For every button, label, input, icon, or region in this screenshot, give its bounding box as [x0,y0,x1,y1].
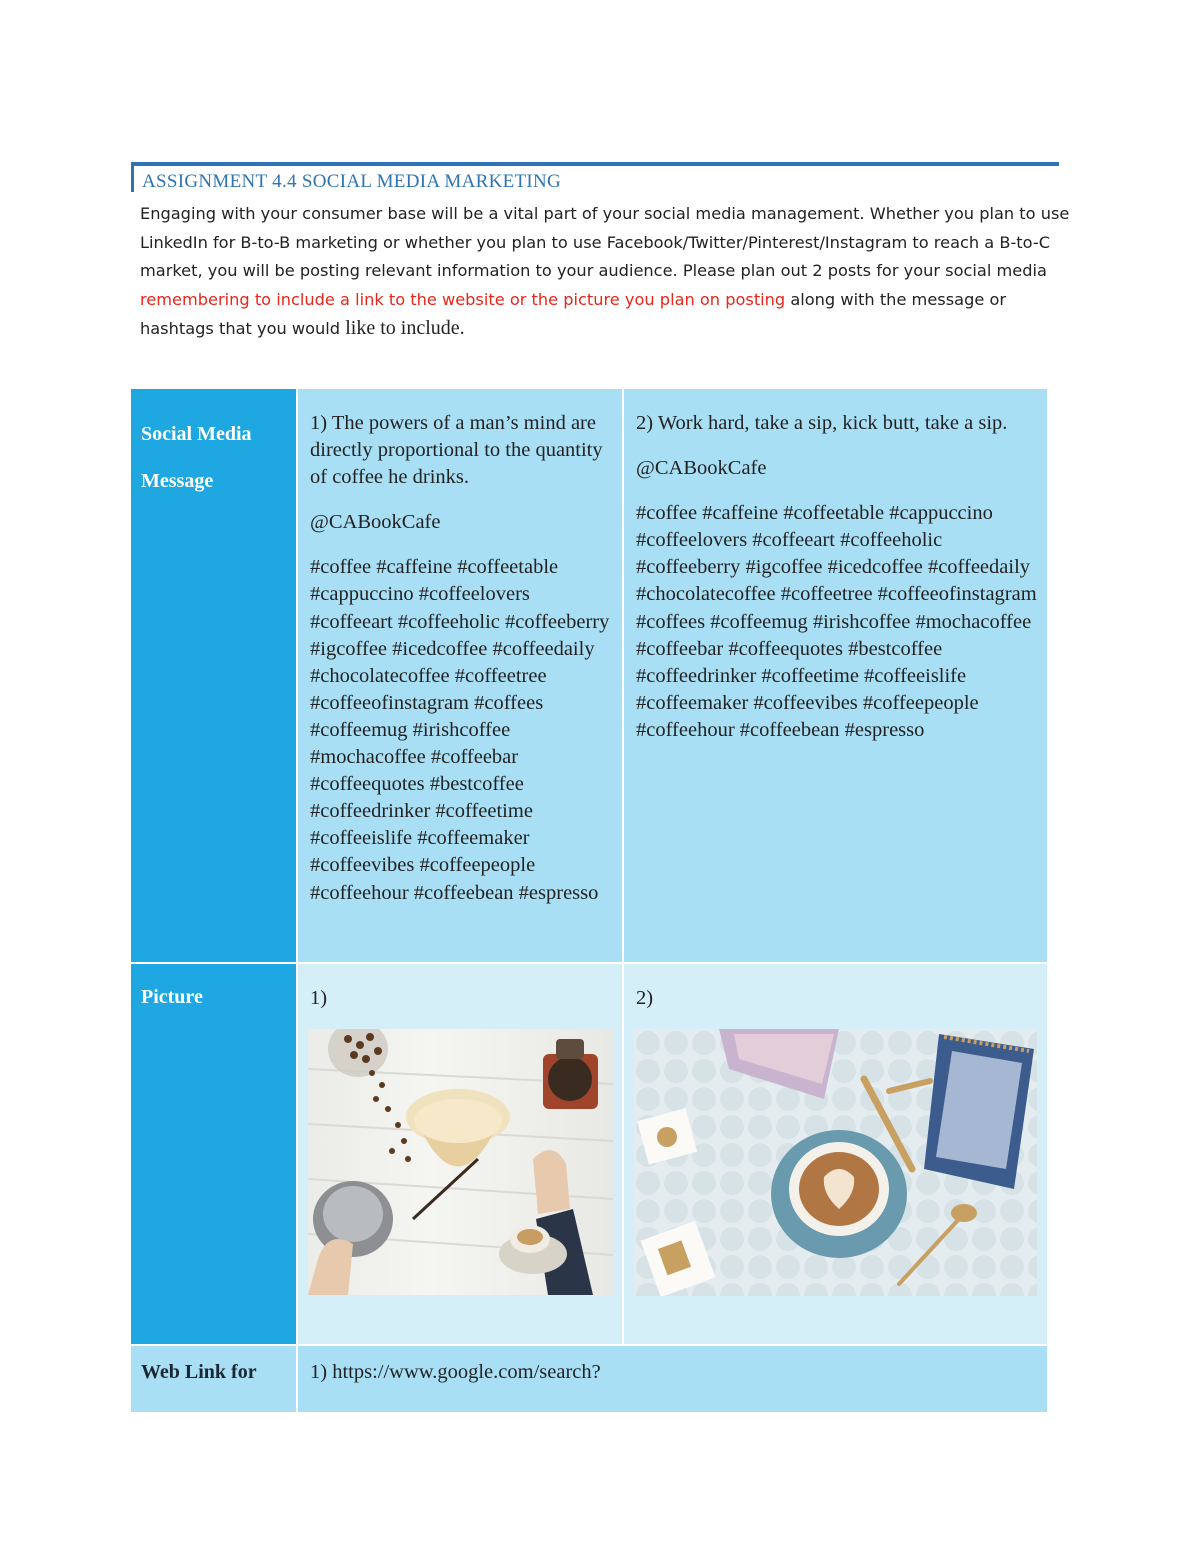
message-label-line2: Message [141,470,214,492]
picture1-number: 1) [310,987,328,1009]
coffee-pourover-photo [308,1029,613,1295]
post2-hashtags: #coffee #caffeine #coffeetable #cappuccino #coffeelovers #coffeeart #coffeeholic #coffeeberry #igcoffee #icedcoffee #coffeedaily #chocolatecoffee #coffeetree #coffeeofinstagram #coffees #coffeemug #irishcoffee #mochacoffee #coffeebar #coffeequotes #bestcoffee #coffeedrinker #coffeetime #coffeeislife #coffeemaker #coffeevibes #coffeepeople #coffeehour #coffeebean #espresso [636,502,1037,741]
heading-rule [131,162,1059,166]
intro-text-continued: along with the message or hashtags that you would [140,289,1007,339]
post2-text: 2) Work hard, take a sip, kick butt, take a sip. [636,412,1008,434]
post2-message-cell [622,389,1047,962]
message-row [131,389,1047,962]
post2-handle: @CABookCafe [636,457,767,480]
weblink-row [131,1344,1047,1412]
assignment-instructions [140,200,1070,344]
coffee-pourover-illustration [308,1029,613,1295]
picture-label-cell [131,964,296,1344]
post1-handle: @CABookCafe [310,511,441,534]
intro-text: Engaging with your consumer base will be a vital part of your social media management. Whether you plan to use LinkedIn for B-to-B marketing or whether you plan to use Facebook/Twitter/Pinterest/Instagram to reach a B-to-C market, you will be posting relevant information to your audience. Please plan out 2 posts for your social media [140,204,1070,281]
post1-text: 1) The powers of a man’s mind are directly proportional to the quantity of coffee he drinks. [310,412,603,489]
weblink-label: Web Link for [131,1346,296,1412]
picture2-number: 2) [636,987,654,1009]
picture-label: Picture [141,986,203,1008]
message-label-line1: Social Media [141,423,252,445]
weblink-value: 1) https://www.google.com/search? [296,1346,1047,1412]
intro-highlight: remembering to include a link to the website or the picture you plan on posting [140,289,786,309]
latte-art-photo [634,1029,1037,1296]
intro-text-end: like to include. [345,317,465,340]
post1-hashtags: #coffee #caffeine #coffeetable #cappuccino #coffeelovers #coffeeart #coffeeholic #coffeeberry #igcoffee #icedcoffee #coffeedaily #chocolatecoffee #coffeetree #coffeeofinstagram #coffees #coffeemug #irishcoffee #mochacoffee #coffeebar #coffeequotes #bestcoffee #coffeedrinker #coffeetime #coffeeislife #coffeemaker #coffeevibes #coffeepeople #coffeehour #coffeebean #espresso [310,556,610,904]
heading-rule-tick [131,166,134,192]
latte-art-illustration [634,1029,1037,1296]
assignment-title: ASSIGNMENT 4.4 SOCIAL MEDIA MARKETING [142,171,562,192]
message-label-cell [131,389,296,962]
post1-message-cell [296,389,622,962]
